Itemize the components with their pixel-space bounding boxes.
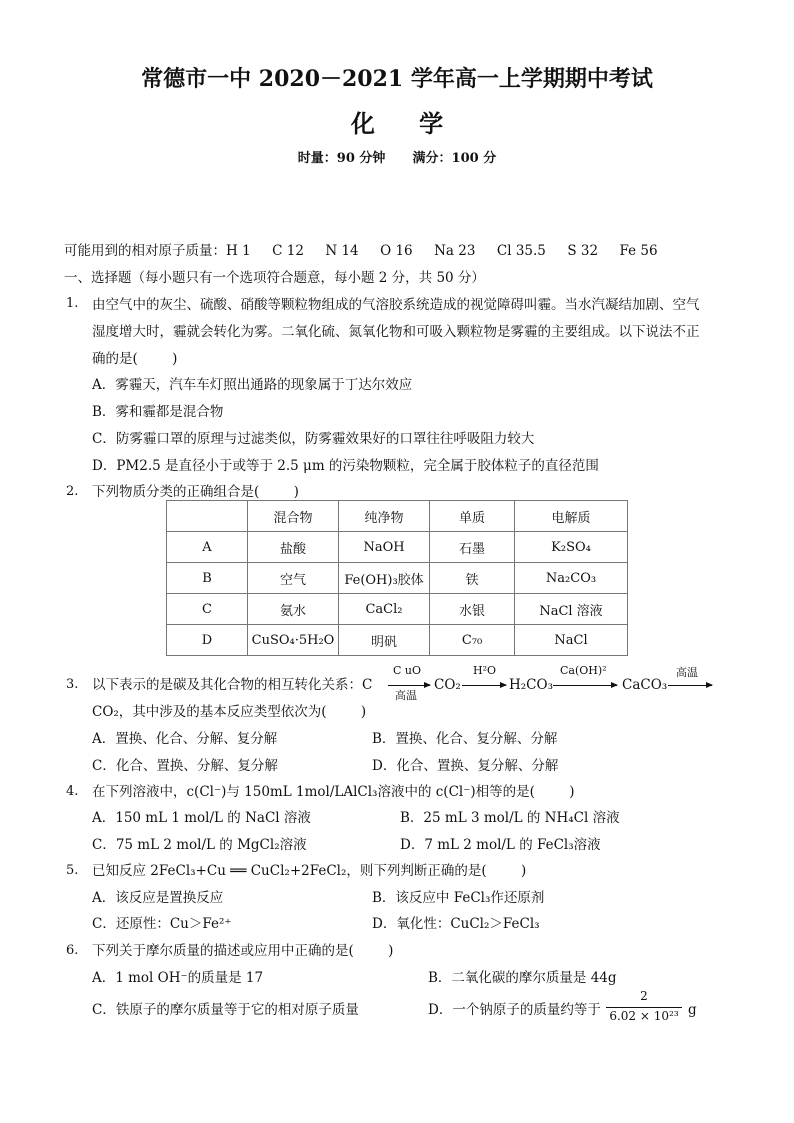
section-heading: 一、选择题（每小题只有一个选项符合题意，每小题 2 分，共 50 分）: [64, 270, 485, 286]
exam-meta: 时量：90 分钟 满分：100 分: [297, 151, 497, 166]
question-stem: 由空气中的灰尘、硫酸、硝酸等颗粒物组成的气溶胶系统造成的视觉障碍叫霾。当水汽凝结加剧、空气: [92, 297, 700, 313]
table-cell: 明矾: [339, 625, 430, 656]
table-cell: D: [167, 625, 248, 656]
reaction-arrow: [668, 685, 712, 686]
table-cell: C: [167, 594, 248, 625]
fraction-bar: [606, 1007, 682, 1008]
option-c: C．化合、置换、分解、复分解: [92, 758, 278, 774]
question-stem: 下列物质分类的正确组合是( ): [92, 484, 299, 500]
table-row: [167, 594, 628, 625]
table-cell: NaCl: [515, 625, 628, 656]
table-cell: 氨水: [248, 594, 339, 625]
option-c: C．还原性：Cu＞Fe²⁺: [92, 916, 232, 932]
unit-label: g: [688, 1002, 697, 1018]
table-row: [167, 625, 628, 656]
table-cell: CaCl₂: [339, 594, 430, 625]
reaction-condition: 高温: [395, 689, 417, 702]
question-stem: 以下表示的是碳及其化合物的相互转化关系：C: [92, 677, 373, 693]
option-a: A．1 mol OH⁻的质量是 17: [92, 970, 264, 986]
table-cell: 空气: [248, 563, 339, 594]
table-row: [167, 563, 628, 594]
chemical-formula: CO₂: [434, 677, 461, 693]
reaction-condition: C uO: [393, 664, 422, 677]
option-d: D．7 mL 2 mol/L 的 FeCl₃溶液: [400, 837, 601, 853]
table-cell: Na₂CO₃: [515, 563, 628, 594]
table-cell: 铁: [430, 563, 515, 594]
table-cell: 水银: [430, 594, 515, 625]
option-a: A．150 mL 1 mol/L 的 NaCl 溶液: [92, 810, 311, 826]
option-a: A．该反应是置换反应: [92, 890, 224, 906]
table-cell: 石墨: [430, 532, 515, 563]
table-header-row: [167, 501, 628, 532]
table-cell: K₂SO₄: [515, 532, 628, 563]
table-row: [167, 532, 628, 563]
reaction-condition: Ca(OH)²: [560, 664, 607, 677]
option-b: B．雾和霾都是混合物: [92, 404, 224, 420]
table-header: [167, 501, 248, 532]
fraction-denominator: 6.02 × 10²³: [609, 1009, 679, 1023]
question-number: 6.: [66, 943, 79, 958]
option-c: C．防雾霾口罩的原理与过滤类似，防雾霾效果好的口罩往往呼吸阻力较大: [92, 431, 535, 447]
table-cell: NaCl 溶液: [515, 594, 628, 625]
reaction-condition: 高温: [676, 666, 698, 679]
table-header: 单质: [430, 501, 515, 532]
question-stem: 下列关于摩尔质量的描述或应用中正确的是( ): [92, 943, 394, 959]
chemical-formula: H₂CO₃: [509, 677, 553, 693]
atomic-masses: 可能用到的相对原子质量：H 1 C 12 N 14 O 16 Na 23 Cl 35.5 S 32 Fe 56: [64, 243, 658, 259]
option-b: B．置换、化合、复分解、分解: [372, 731, 558, 747]
table-cell: 盐酸: [248, 532, 339, 563]
question-stem: 确的是( ): [92, 351, 178, 367]
question-stem: 湿度增大时，霾就会转化为雾。二氧化硫、氮氧化物和可吸入颗粒物是雾霾的主要组成。以下说法不正: [92, 324, 700, 340]
question-stem: 在下列溶液中，c(Cl⁻)与 150mL 1mol/LAlCl₃溶液中的 c(Cl⁻)相等的是( ): [92, 784, 575, 800]
option-c: C．75 mL 2 mol/L 的 MgCl₂溶液: [92, 837, 307, 853]
table-cell: NaOH: [339, 532, 430, 563]
reaction-arrow: [388, 685, 430, 686]
table-cell: Fe(OH)₃胶体: [339, 563, 430, 594]
classification-table: [166, 500, 628, 656]
option-c: C．铁原子的摩尔质量等于它的相对原子质量: [92, 1002, 359, 1018]
question-stem: 已知反应 2FeCl₃+Cu ══ CuCl₂+2FeCl₂，则下列判断正确的是( ): [92, 863, 527, 879]
question-number: 2.: [66, 484, 79, 499]
option-b: B．该反应中 FeCl₃作还原剂: [372, 890, 545, 906]
table-cell: B: [167, 563, 248, 594]
question-number: 5.: [66, 863, 79, 878]
table-header: 纯净物: [339, 501, 430, 532]
exam-title: 常德市一中 2020－2021 学年高一上学期期中考试: [141, 66, 653, 92]
option-a: A．置换、化合、分解、复分解: [92, 731, 278, 747]
option-b: B．25 mL 3 mol/L 的 NH₄Cl 溶液: [400, 810, 620, 826]
option-d: D．PM2.5 是直径小于或等于 2.5 μm 的污染物颗粒，完全属于胶体粒子的直径范围: [92, 458, 599, 474]
table-header: 混合物: [248, 501, 339, 532]
reaction-arrow: [553, 685, 617, 686]
reaction-arrow: [462, 685, 506, 686]
fraction-numerator: 2: [640, 989, 648, 1003]
chemical-formula: CaCO₃: [622, 677, 668, 693]
table-cell: C₇₀: [430, 625, 515, 656]
question-number: 1.: [66, 296, 79, 311]
option-d: D．化合、置换、复分解、分解: [372, 758, 559, 774]
table-header: 电解质: [515, 501, 628, 532]
reaction-condition: H²O: [473, 664, 497, 677]
question-number: 3.: [66, 677, 79, 692]
question-stem: CO₂，其中涉及的基本反应类型依次为( ): [92, 704, 367, 720]
option-b: B．二氧化碳的摩尔质量是 44g: [428, 970, 617, 986]
subject-title: 化 学: [350, 109, 462, 138]
option-a: A．雾霾天，汽车车灯照出通路的现象属于丁达尔效应: [92, 377, 413, 393]
table-cell: A: [167, 532, 248, 563]
question-number: 4.: [66, 784, 79, 799]
option-d: D．一个钠原子的质量约等于: [428, 1002, 601, 1018]
table-cell: CuSO₄·5H₂O: [248, 625, 339, 656]
option-d: D．氧化性：CuCl₂＞FeCl₃: [372, 916, 540, 932]
